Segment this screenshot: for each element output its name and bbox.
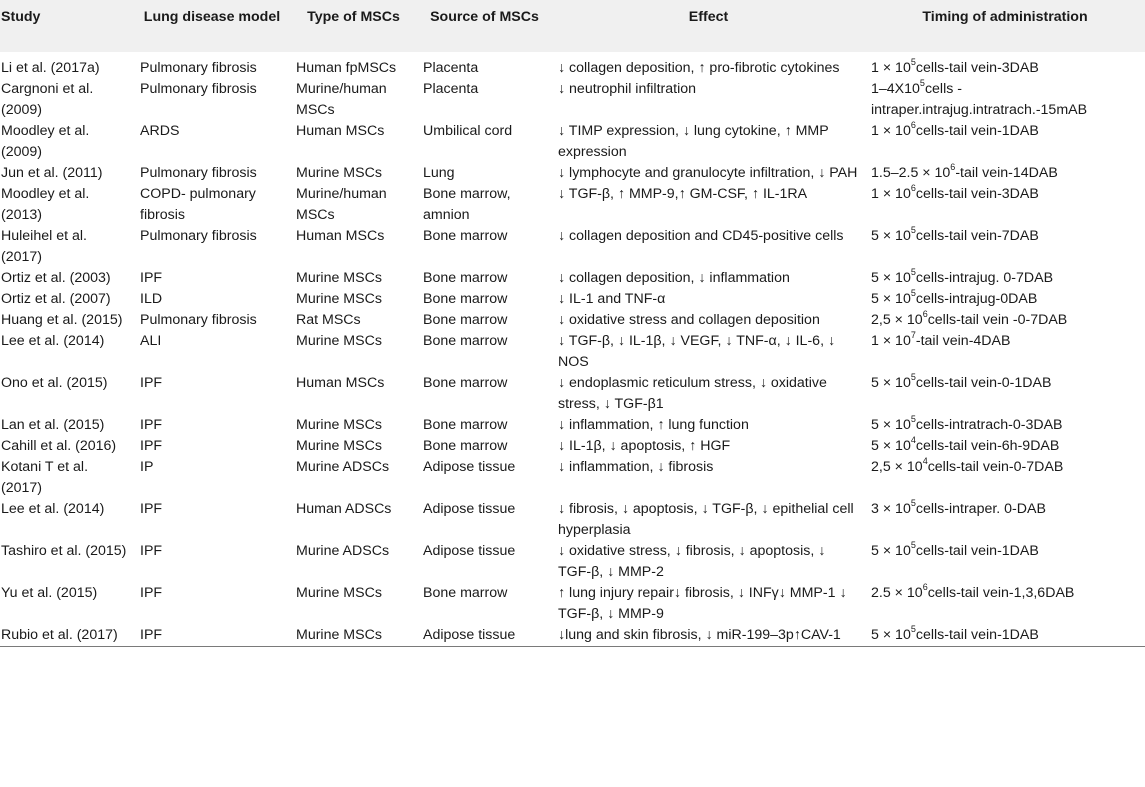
cell-lung-disease-model: ILD: [140, 291, 163, 307]
table-row: [0, 331, 1145, 373]
table-row: [0, 163, 1145, 184]
cell-type-of-mscs: Rat MSCs: [296, 312, 361, 328]
table-row: [0, 226, 1145, 268]
cell-effect: ↓ oxidative stress and collagen deposition: [558, 312, 820, 328]
cell-source-of-mscs: Lung: [423, 165, 455, 181]
cell-lung-disease-model: COPD- pulmonary fibrosis: [140, 186, 256, 223]
table-row: [0, 268, 1145, 289]
header-effect: Effect: [688, 9, 729, 25]
cell-timing: $3 \times 10^5cells$-intraper. 0-DAB: [871, 498, 1046, 517]
cell-effect: ↓ TGF-β, ↓ IL-1β, ↓ VEGF, ↓ TNF-α, ↓ IL-6, ↓ NOS: [558, 333, 836, 370]
cell-study: Ortiz et al. (2007): [1, 291, 111, 307]
cell-source-of-mscs: Umbilical cord: [423, 123, 513, 139]
cell-timing: $5 \times 10^5cells$-intrajug. 0-7DAB: [871, 267, 1054, 286]
cell-study: Rubio et al. (2017): [1, 627, 118, 643]
header-timing: Timing of administration: [922, 9, 1088, 25]
cell-timing: $5 \times 10^5cells$-tail vein-0-1DAB: [871, 372, 1052, 391]
cell-source-of-mscs: Bone marrow, amnion: [423, 186, 511, 223]
cell-source-of-mscs: Bone marrow: [423, 375, 508, 391]
cell-effect: ↓ lymphocyte and granulocyte infiltration, ↓ PAH: [558, 165, 858, 181]
table-row: [0, 625, 1145, 646]
cell-study: Yu et al. (2015): [1, 585, 98, 601]
cell-effect: ↓ neutrophil infiltration: [558, 81, 697, 97]
cell-study: Huleihel et al. (2017): [1, 228, 87, 265]
cell-source-of-mscs: Bone marrow: [423, 228, 508, 244]
cell-source-of-mscs: Placenta: [423, 60, 479, 76]
cell-effect: ↑ lung injury repair↓ fibrosis, ↓ INFγ↓ MMP-1 ↓ TGF-β, ↓ MMP-9: [558, 585, 847, 622]
cell-study: Lan et al. (2015): [1, 417, 105, 433]
cell-source-of-mscs: Bone marrow: [423, 333, 508, 349]
cell-lung-disease-model: ALI: [140, 333, 162, 349]
cell-source-of-mscs: Bone marrow: [423, 438, 508, 454]
table-row: [0, 415, 1145, 436]
table-row: [0, 289, 1145, 310]
cell-study: Jun et al. (2011): [1, 165, 103, 181]
header-source-of-mscs: Source of MSCs: [430, 9, 539, 25]
cell-lung-disease-model: ARDS: [140, 123, 180, 139]
cell-lung-disease-model: IPF: [140, 270, 163, 286]
cell-timing: $2,5 \times 10^6cells$-tail vein -0-7DAB: [871, 309, 1068, 328]
table-row: [0, 583, 1145, 625]
header-type-of-mscs: Type of MSCs: [307, 9, 400, 25]
table-header-row: [0, 0, 1145, 52]
cell-source-of-mscs: Adipose tissue: [423, 459, 516, 475]
cell-type-of-mscs: Human ADSCs: [296, 501, 392, 517]
cell-study: Lee et al. (2014): [1, 501, 105, 517]
cell-type-of-mscs: Murine MSCs: [296, 438, 382, 454]
cell-timing: $1 \times 10^6cells$-tail vein-1DAB: [871, 120, 1039, 139]
table-body: [0, 52, 1145, 646]
cell-timing: $2.5 \times 10^6cells$-tail vein-1,3,6DAB: [871, 582, 1075, 601]
cell-study: Cahill et al. (2016): [1, 438, 117, 454]
cell-timing: $5 \times 10^5cells-intrajug-0DAB$: [871, 288, 1038, 307]
table-row: [0, 541, 1145, 583]
cell-type-of-mscs: Murine MSCs: [296, 627, 382, 643]
cell-timing: $5 \times 10^5cells-intratrach-0-3DAB$: [871, 414, 1063, 433]
cell-lung-disease-model: IPF: [140, 501, 163, 517]
cell-study: Ortiz et al. (2003): [1, 270, 111, 286]
cell-lung-disease-model: Pulmonary fibrosis: [140, 165, 257, 181]
cell-type-of-mscs: Murine MSCs: [296, 417, 382, 433]
cell-study: Moodley et al. (2013): [1, 186, 90, 223]
cell-effect: ↓ collagen deposition, ↓ inflammation: [558, 270, 790, 286]
cell-type-of-mscs: Murine MSCs: [296, 585, 382, 601]
cell-effect: ↓ inflammation, ↑ lung function: [558, 417, 749, 433]
cell-study: Tashiro et al. (2015): [1, 543, 127, 559]
cell-type-of-mscs: Human MSCs: [296, 375, 385, 391]
cell-effect: ↓ endoplasmic reticulum stress, ↓ oxidative stress, ↓ TGF-β1: [558, 375, 827, 412]
cell-source-of-mscs: Adipose tissue: [423, 543, 516, 559]
cell-effect: ↓ collagen deposition, ↑ pro-fibrotic cytokines: [558, 60, 840, 76]
cell-effect: ↓ IL-1β, ↓ apoptosis, ↑ HGF: [558, 438, 731, 454]
cell-lung-disease-model: Pulmonary fibrosis: [140, 81, 257, 97]
cell-study: Cargnoni et al. (2009): [1, 81, 94, 118]
cell-type-of-mscs: Human fpMSCs: [296, 60, 397, 76]
cell-type-of-mscs: Murine MSCs: [296, 270, 382, 286]
table-row: [0, 457, 1145, 499]
cell-lung-disease-model: Pulmonary fibrosis: [140, 60, 257, 76]
cell-source-of-mscs: Bone marrow: [423, 270, 508, 286]
table-row: [0, 121, 1145, 163]
cell-lung-disease-model: IPF: [140, 627, 163, 643]
cell-type-of-mscs: Murine MSCs: [296, 333, 382, 349]
table-row: [0, 310, 1145, 331]
cell-source-of-mscs: Adipose tissue: [423, 501, 516, 517]
cell-study: Huang et al. (2015): [1, 312, 123, 328]
cell-lung-disease-model: IPF: [140, 438, 163, 454]
cell-source-of-mscs: Bone marrow: [423, 291, 508, 307]
cell-effect: ↓lung and skin fibrosis, ↓ miR-199–3p↑CAV-1: [558, 627, 841, 643]
cell-type-of-mscs: Murine ADSCs: [296, 543, 390, 559]
table-row: [0, 184, 1145, 226]
cell-timing: $1-4X10^5cells$ - intraper.intrajug.intratrach.-15mAB: [871, 78, 1088, 118]
cell-source-of-mscs: Bone marrow: [423, 417, 508, 433]
table-row: [0, 373, 1145, 415]
table-row: [0, 79, 1145, 121]
cell-type-of-mscs: Murine/human MSCs: [296, 186, 387, 223]
cell-lung-disease-model: Pulmonary fibrosis: [140, 228, 257, 244]
cell-effect: ↓ collagen deposition and CD45-positive cells: [558, 228, 844, 244]
cell-study: Ono et al. (2015): [1, 375, 108, 391]
cell-type-of-mscs: Murine/human MSCs: [296, 81, 387, 118]
cell-source-of-mscs: Bone marrow: [423, 312, 508, 328]
table-row: [0, 52, 1145, 79]
cell-source-of-mscs: Placenta: [423, 81, 479, 97]
cell-timing: $1 \times 10^6cells$-tail vein-3DAB: [871, 183, 1039, 202]
cell-type-of-mscs: Murine MSCs: [296, 165, 382, 181]
cell-study: Kotani T et al. (2017): [1, 459, 89, 496]
cell-effect: ↓ TIMP expression, ↓ lung cytokine, ↑ MMP expression: [558, 123, 829, 160]
cell-type-of-mscs: Murine ADSCs: [296, 459, 390, 475]
cell-type-of-mscs: Human MSCs: [296, 228, 385, 244]
cell-lung-disease-model: IPF: [140, 375, 163, 391]
cell-source-of-mscs: Adipose tissue: [423, 627, 516, 643]
cell-timing: $1.5-2.5 \times 10^6$-tail vein-14DAB: [871, 162, 1058, 181]
cell-timing: $1 \times 10^5cells$-tail vein-3DAB: [871, 57, 1039, 76]
cell-timing: $5 \times 10^5cells$-tail vein-1DAB: [871, 624, 1039, 643]
cell-lung-disease-model: Pulmonary fibrosis: [140, 312, 257, 328]
cell-study: Moodley et al. (2009): [1, 123, 90, 160]
cell-timing: $1 \times 10^7$-tail vein-4DAB: [871, 330, 1011, 349]
cell-effect: ↓ IL-1 and TNF-α: [558, 291, 666, 307]
header-lung-disease-model: Lung disease model: [143, 9, 281, 25]
cell-effect: ↓ inflammation, ↓ fibrosis: [558, 459, 714, 475]
cell-timing: $2,5 \times 10^4cells$-tail vein-0-7DAB: [871, 456, 1064, 475]
cell-study: Li et al. (2017a): [1, 60, 100, 76]
cell-study: Lee et al. (2014): [1, 333, 105, 349]
cell-type-of-mscs: Murine MSCs: [296, 291, 382, 307]
table-row: [0, 499, 1145, 541]
cell-lung-disease-model: IPF: [140, 585, 163, 601]
cell-lung-disease-model: IPF: [140, 417, 163, 433]
table-row: [0, 436, 1145, 457]
cell-source-of-mscs: Bone marrow: [423, 585, 508, 601]
cell-timing: $5 \times 10^5cells$-tail vein-7DAB: [871, 225, 1039, 244]
cell-effect: ↓ TGF-β, ↑ MMP-9,↑ GM-CSF, ↑ IL-1RA: [558, 186, 808, 202]
cell-timing: $5 \times 10^4cells$-tail vein-6h-9DAB: [871, 435, 1060, 454]
cell-lung-disease-model: IP: [140, 459, 154, 475]
cell-lung-disease-model: IPF: [140, 543, 163, 559]
header-study: Study: [1, 9, 41, 25]
cell-type-of-mscs: Human MSCs: [296, 123, 385, 139]
cell-timing: $5 \times 10^5cells$-tail vein-1DAB: [871, 540, 1039, 559]
cell-effect: ↓ oxidative stress, ↓ fibrosis, ↓ apoptosis, ↓ TGF-β, ↓ MMP-2: [558, 543, 826, 580]
cell-effect: ↓ fibrosis, ↓ apoptosis, ↓ TGF-β, ↓ epithelial cell hyperplasia: [558, 501, 854, 538]
